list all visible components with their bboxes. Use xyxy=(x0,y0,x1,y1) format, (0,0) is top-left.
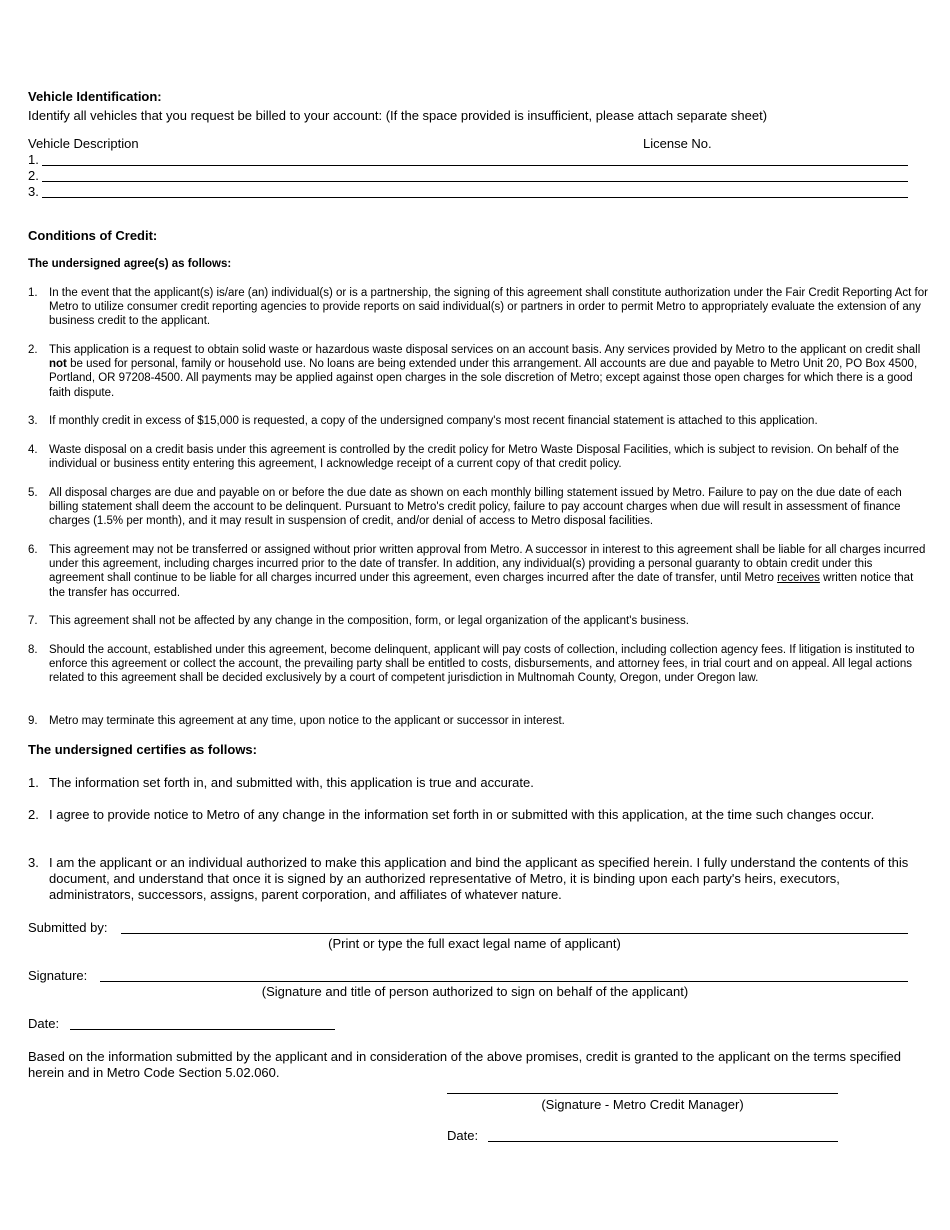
item-number: 1. xyxy=(28,287,38,299)
item-text: Should the account, established under this agreement, become delinquent, applicant will pay costs of collection, including collection agency fees. If litigation is instituted to enforce this agreement or collect the account, the prevailing party shall be entitled to costs, disbursements, and attorney fees, in trial court and on appeal. All legal actions related to this agreement shall be decided exclusively by a court of competent jurisdiction in Multnomah County, Oregon, under Oregon law. xyxy=(49,644,915,685)
vehicle-row-number: 1. xyxy=(28,152,39,167)
item-text: The information set forth in, and submitted with, this application is true and accurate. xyxy=(49,775,534,790)
item-number: 3. xyxy=(28,415,38,427)
item-number: 4. xyxy=(28,444,38,456)
manager-caption: (Signature - Metro Credit Manager) xyxy=(541,1097,744,1112)
signature-caption: (Signature and title of person authorized to sign on behalf of the applicant) xyxy=(261,984,689,999)
date-line[interactable] xyxy=(70,1029,335,1030)
item-text: I agree to provide notice to Metro of any change in the information set forth in or submitted with this application, at the time such changes occur. xyxy=(49,807,875,822)
manager-date-label: Date: xyxy=(447,1128,479,1143)
item-text: Metro may terminate this agreement at any time, upon notice to the applicant or successor in interest. xyxy=(49,715,565,727)
item-number: 5. xyxy=(28,487,38,499)
item-number: 6. xyxy=(28,544,38,556)
signature-line[interactable] xyxy=(100,981,908,982)
manager-date-line[interactable] xyxy=(488,1141,838,1142)
vehicle-row-number: 3. xyxy=(28,184,39,199)
item-number: 1. xyxy=(28,775,39,790)
signature-label: Signature: xyxy=(28,968,88,983)
submitted-by-line[interactable] xyxy=(121,933,908,934)
submitted-by-caption: (Print or type the full exact legal name of applicant) xyxy=(328,936,621,951)
item-text: If monthly credit in excess of $15,000 is requested, a copy of the undersigned company's most recent financial statement is attached to this application. xyxy=(49,415,818,427)
item-number: 3. xyxy=(28,855,39,870)
item-number: 7. xyxy=(28,615,38,627)
item-text: This agreement may not be transferred or assigned without prior written approval from Metro. A successor in interest to this agreement shall be liable for all charges incurred under this agreement, including charges incurred prior to the date of transfer. In addition, any individual(s) providing a personal guaranty to obtain credit under this agreement shall continue to be liable for all charges incurred under this agreement, even charges incurred after the date of transfer, until Metro receives written notice that the transfer has occurred. xyxy=(49,544,926,599)
item-number: 2. xyxy=(28,807,39,822)
item-number: 9. xyxy=(28,715,38,727)
item-number: 2. xyxy=(28,344,38,356)
license-column: License No. xyxy=(643,136,712,151)
item-text: Waste disposal on a credit basis under this agreement is controlled by the credit policy for Metro Waste Disposal Facilities, which is subject to revision. On behalf of the individual or business entity entering this agreement, I acknowledge receipt of a current copy of that credit policy. xyxy=(49,444,899,471)
vehicle-row-2-line[interactable] xyxy=(42,181,908,182)
submitted-by-label: Submitted by: xyxy=(28,920,108,935)
item-text: I am the applicant or an individual authorized to make this application and bind the applicant as specified herein. I fully understand the contents of this document, and understand that once it is signed by an authorized representative of Metro, it is binding upon each party's heirs, executors, administrators, successors, assigns, parent corporation, and affiliates of whatever nature. xyxy=(49,855,909,902)
conditions-heading: Conditions of Credit: xyxy=(28,228,158,243)
item-text: This application is a request to obtain solid waste or hazardous waste disposal services on an account basis. Any services provided by Metro to the applicant on credit shall not be used for personal, family or household use. No loans are being extended under this arrangement. All accounts are due and payable to Metro Unit 20, PO Box 4500, Portland, OR 97208-4500. All payments may be applied against open charges in the sole discretion of Metro; except against those open charges for which there is a good faith dispute. xyxy=(49,344,921,399)
date-label: Date: xyxy=(28,1016,60,1031)
emphasis-receives: receives xyxy=(777,572,820,585)
item-number: 8. xyxy=(28,644,38,656)
manager-signature-line[interactable] xyxy=(447,1093,838,1094)
vehicle-row-1-line[interactable] xyxy=(42,165,908,166)
vehicle-heading: Vehicle Identification: xyxy=(28,89,162,104)
item-text: This agreement shall not be affected by any change in the composition, form, or legal organization of the applicant's business. xyxy=(49,615,689,627)
vehicle-row-number: 2. xyxy=(28,168,39,183)
item-text: In the event that the applicant(s) is/are (an) individual(s) or is a partnership, the signing of this agreement shall constitute authorization under the Fair Credit Reporting Act for Metro to utilize consumer credit reporting agencies to provide reports on said individual(s) or partners in order to permit Metro to appropriately evaluate the extension of any business credit to the applicant. xyxy=(49,287,928,328)
emphasis-not: not xyxy=(49,358,67,371)
vehicle-description-column: Vehicle Description xyxy=(28,136,139,151)
vehicle-instruction: Identify all vehicles that you request be billed to your account: (If the space provided is insufficient, please attach separate sheet) xyxy=(28,108,768,123)
grant-text: Based on the information submitted by the applicant and in consideration of the above promises, credit is granted to the applicant on the terms specified herein and in Metro Code Section 5.02.060. xyxy=(28,1049,901,1080)
vehicle-row-3-line[interactable] xyxy=(42,197,908,198)
item-text: All disposal charges are due and payable on or before the due date as shown on each monthly billing statement issued by Metro. Failure to pay on the due date of each billing statement shall deem the account to be delinquent. Pursuant to Metro's credit policy, failure to pay account charges when due will result in assessment of finance charges (1.5% per month), and it may result in suspension of credit, and/or denial of access to Metro disposal facilities. xyxy=(49,487,902,528)
agree-heading: The undersigned agree(s) as follows: xyxy=(28,258,232,270)
certifies-heading: The undersigned certifies as follows: xyxy=(28,742,257,757)
